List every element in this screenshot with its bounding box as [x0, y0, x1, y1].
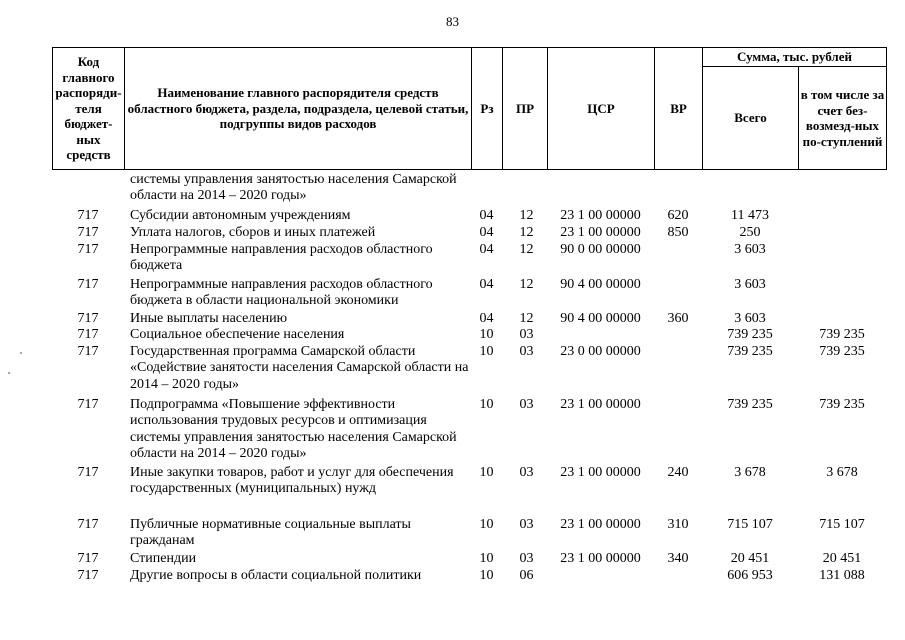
cell-vsego: 739 235 — [727, 327, 773, 342]
cell-vsego: 11 473 — [731, 208, 769, 223]
header-tch: в том числе за счет без-возмезд-ных по-ступлений — [799, 67, 887, 170]
cell-rz: 10 — [479, 568, 494, 583]
cell-vsego: 715 107 — [727, 517, 773, 532]
cell-csr: 23 1 00 00000 — [560, 208, 641, 223]
cell-name: Иные выплаты населению — [130, 311, 288, 326]
cell-csr: 90 4 00 00000 — [560, 311, 641, 326]
cell-name: Уплата налогов, сборов и иных платежей — [130, 225, 376, 240]
cell-vsego: 739 235 — [727, 397, 773, 412]
cell-vsego: 3 603 — [734, 311, 766, 326]
cell-name: Непрограммные направления расходов областного бюджета в области национальной экономики — [130, 277, 433, 309]
cell-kod: 717 — [77, 551, 99, 566]
cell-vsego: 3 603 — [734, 277, 766, 292]
table-header — [52, 47, 887, 170]
cell-rz: 10 — [479, 344, 494, 359]
cell-rz: 10 — [479, 551, 494, 566]
cell-kod: 717 — [77, 277, 99, 292]
cell-rz: 10 — [479, 465, 494, 480]
cell-vr: 310 — [667, 517, 689, 532]
cell-tch: 20 451 — [822, 551, 862, 566]
cell-vr: 340 — [667, 551, 689, 566]
cell-vr: 620 — [667, 208, 689, 223]
cell-pr: 12 — [519, 225, 534, 240]
cell-pr: 12 — [519, 311, 534, 326]
scan-speck — [8, 372, 10, 374]
cell-tch: 739 235 — [819, 397, 865, 412]
cell-kod: 717 — [77, 242, 99, 257]
cell-rz: 04 — [479, 225, 494, 240]
cell-name: Социальное обеспечение населения — [130, 327, 345, 342]
cell-vsego: 250 — [739, 225, 761, 240]
cell-csr: 23 1 00 00000 — [560, 517, 641, 532]
cell-rz: 10 — [479, 327, 494, 342]
cell-kod: 717 — [77, 568, 99, 583]
cell-vsego: 739 235 — [727, 344, 773, 359]
cell-kod: 717 — [77, 465, 99, 480]
cell-vsego: 606 953 — [727, 568, 773, 583]
cell-pr: 12 — [519, 242, 534, 257]
cell-csr: 23 1 00 00000 — [560, 397, 641, 412]
cell-pr: 06 — [519, 568, 534, 583]
cell-vr: 360 — [667, 311, 689, 326]
cell-name: Стипендии — [130, 551, 197, 566]
header-pr: ПР — [503, 48, 548, 170]
cell-kod: 717 — [77, 517, 99, 532]
cell-tch: 739 235 — [819, 327, 865, 342]
cell-csr: 23 1 00 00000 — [560, 465, 641, 480]
header-csr: ЦСР — [548, 48, 655, 170]
cell-rz: 10 — [479, 397, 494, 412]
cell-rz: 04 — [479, 277, 494, 292]
cell-name: Государственная программа Самарской области «Содействие занятости населения Самарской области на 2014 – 2020 годы» — [130, 344, 469, 392]
cell-csr: 23 1 00 00000 — [560, 225, 641, 240]
cell-vsego: 3 603 — [734, 242, 766, 257]
header-name: Наименование главного распорядителя средств областного бюджета, раздела, подраздела, целевой статьи, подгруппы видов расходов — [125, 48, 472, 170]
cell-kod: 717 — [77, 397, 99, 412]
cell-kod: 717 — [77, 225, 99, 240]
cell-pr: 03 — [519, 465, 534, 480]
cell-name: Иные закупки товаров, работ и услуг для обеспечения государственных (муниципальных) нужд — [130, 465, 454, 497]
cell-csr: 90 0 00 00000 — [560, 242, 641, 257]
cell-vr: 240 — [667, 465, 689, 480]
cell-rz: 04 — [479, 311, 494, 326]
cell-tch: 131 088 — [819, 568, 865, 583]
header-vsego: Всего — [703, 67, 799, 170]
cell-csr: 90 4 00 00000 — [560, 277, 641, 292]
cell-kod: 717 — [77, 208, 99, 223]
cell-tch: 739 235 — [819, 344, 865, 359]
cell-pr: 12 — [519, 277, 534, 292]
cell-name: Публичные нормативные социальные выплаты гражданам — [130, 517, 411, 549]
cell-rz: 04 — [479, 208, 494, 223]
cell-pr: 03 — [519, 397, 534, 412]
cell-csr: 23 0 00 00000 — [560, 344, 641, 359]
cell-name: системы управления занятостью населения Самарской области на 2014 – 2020 годы» — [130, 172, 457, 204]
cell-pr: 03 — [519, 327, 534, 342]
cell-pr: 03 — [519, 517, 534, 532]
cell-kod: 717 — [77, 311, 99, 326]
cell-rz: 10 — [479, 517, 494, 532]
cell-pr: 03 — [519, 344, 534, 359]
cell-pr: 03 — [519, 551, 534, 566]
cell-tch: 715 107 — [819, 517, 865, 532]
cell-csr: 23 1 00 00000 — [560, 551, 641, 566]
header-rz: Рз — [472, 48, 503, 170]
cell-kod: 717 — [77, 327, 99, 342]
cell-tch: 3 678 — [826, 465, 858, 480]
cell-vsego: 3 678 — [734, 465, 766, 480]
cell-name: Другие вопросы в области социальной политики — [130, 568, 422, 583]
page-number: 83 — [446, 14, 459, 29]
cell-name: Подпрограмма «Повышение эффективности использования трудовых ресурсов и оптимизация системы управления занятостью населения Самарской области на 2014 – 2020 годы» — [130, 397, 457, 461]
cell-vr: 850 — [667, 225, 689, 240]
cell-pr: 12 — [519, 208, 534, 223]
cell-name: Субсидии автономным учреждениям — [130, 208, 351, 223]
cell-name: Непрограммные направления расходов областного бюджета — [130, 242, 433, 274]
header-vr: ВР — [655, 48, 703, 170]
header-kod: Код главного распоряди-теля бюджет-ных средств — [53, 48, 125, 170]
cell-vsego: 20 451 — [730, 551, 770, 566]
header-sum: Сумма, тыс. рублей — [703, 48, 887, 67]
cell-rz: 04 — [479, 242, 494, 257]
cell-kod: 717 — [77, 344, 99, 359]
scan-speck — [20, 352, 22, 354]
